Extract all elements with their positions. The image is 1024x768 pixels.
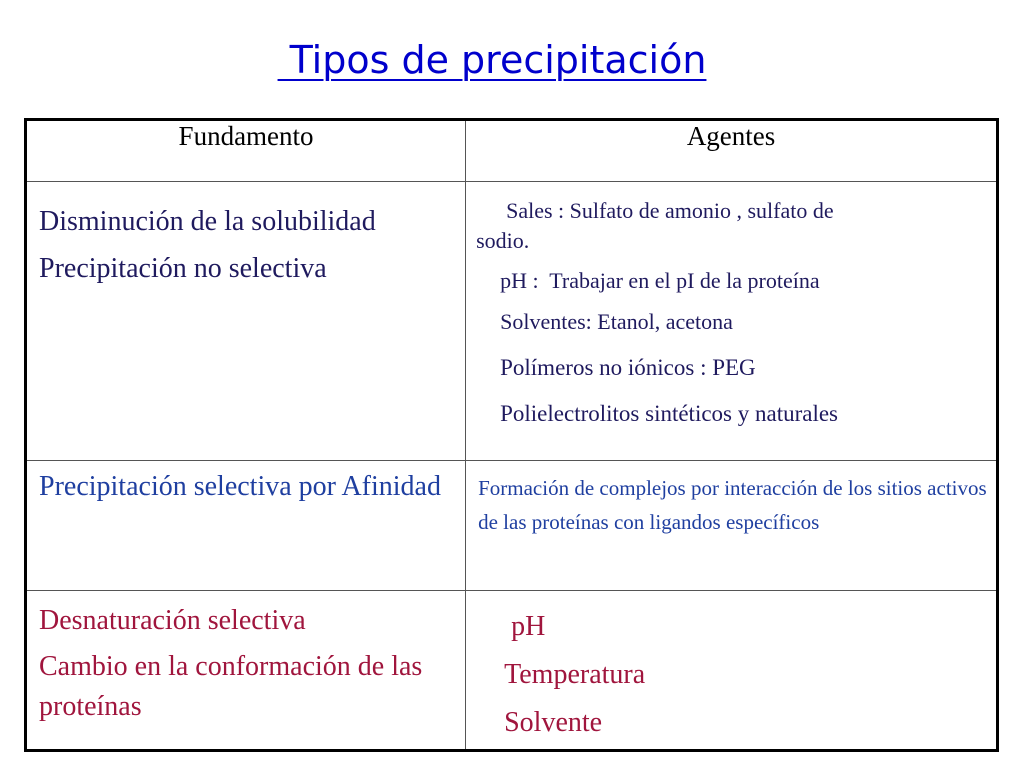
- agent-line: Polielectrolitos sintéticos y naturales: [500, 401, 839, 426]
- fundamento-line: Desnaturación selectiva: [39, 605, 306, 636]
- header-agentes: Agentes: [466, 120, 998, 182]
- agent-line: Temperatura: [504, 659, 646, 690]
- fundamento-cell: [26, 591, 466, 751]
- agent-line: sodio.: [476, 228, 530, 253]
- fundamento-line: Disminución de la solubilidad: [39, 206, 376, 237]
- table-header-row: [26, 120, 998, 182]
- slide-title: Tipos de precipitación: [277, 38, 707, 82]
- table-row: [26, 591, 998, 751]
- agent-line: Polímeros no iónicos : PEG: [500, 355, 756, 380]
- header-fundamento: Fundamento: [26, 120, 466, 182]
- agentes-cell: [466, 182, 998, 461]
- fundamento-cell: [26, 461, 466, 591]
- fundamento-line: Precipitación no selectiva: [39, 253, 327, 284]
- agentes-cell: [466, 461, 998, 591]
- table-row: [26, 461, 998, 591]
- agentes-cell: [466, 591, 998, 751]
- fundamento-cell: [26, 182, 466, 461]
- agent-line: pH : Trabajar en el pI de la proteína: [500, 268, 820, 293]
- agent-text: Formación de complejos por interacción de los sitios activos de las proteínas con ligandos específicos: [478, 476, 987, 534]
- table-row: [26, 182, 998, 461]
- fundamento-line: Precipitación selectiva por Afinidad: [39, 471, 441, 502]
- precipitation-types-table: [24, 118, 999, 752]
- agent-line: pH: [504, 611, 546, 642]
- agent-line: Sales : Sulfato de amonio , sulfato de: [506, 198, 834, 223]
- agent-line: Solvente: [504, 707, 603, 738]
- agent-line: Solventes: Etanol, acetona: [500, 309, 733, 334]
- fundamento-line: Cambio en la conformación de las proteínas: [39, 651, 423, 722]
